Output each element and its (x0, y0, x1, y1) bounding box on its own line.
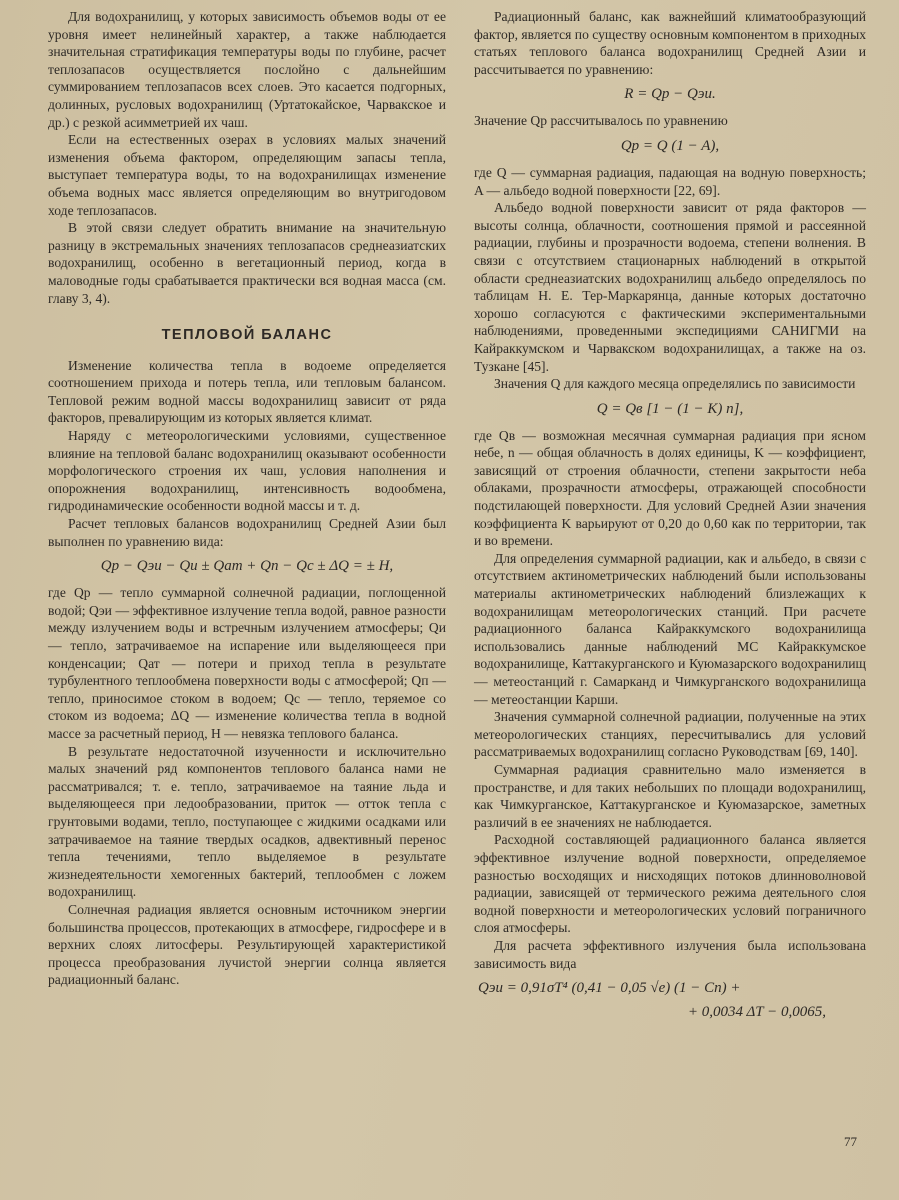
heat-balance-equation: Qр − Qэи − Qи ± Qат + Qп − Qс ± ΔQ = ± H, (100, 558, 394, 575)
paragraph: Если на естественных озерах в условиях малых значений изменения объема фактором, определяющим запасы тепла, выступает температура воды, то на водохранилищах изменение объема водных масс является определяющим во внутригодовом ходе теплозапасов. (48, 132, 446, 218)
total-radiation-equation: Q = Qв [1 − (1 − K) n], (596, 400, 744, 417)
paragraph: Альбедо водной поверхности зависит от ряда факторов — высоты солнца, облачности, соотношения прямой и рассеянной радиации, глубины и прозрачности водоема, степени волнения. В связи с отсутствием стационарных наблюдений в открытой области среднеазиатских водохранилищ альбедо определялось по таблицам Н. Е. Тер-Маркарянца, данные которых достаточно хорошо согласуются с фактическими экспериментальными наблюдениями, проведенными экспедициями САНИГМИ на Кайраккумском и Чарвакском водохранилищах, а также на оз. Тузкане [45]. (474, 200, 866, 374)
paragraph: Изменение количества тепла в водоеме определяется соотношением прихода и потерь тепла, или тепловым балансом. Тепловой режим водной массы водохранилищ зависит от ряда факторов, превалирующим из которых является климат. (48, 357, 446, 426)
page-number: 77 (844, 1134, 857, 1149)
paragraph: Расчет тепловых балансов водохранилищ Средней Азии был выполнен по уравнению вида: (48, 516, 446, 549)
paragraph: Значения суммарной солнечной радиации, полученные на этих метеорологических станциях, пересчитывались для условий рассматриваемых водохранилищ согласно Руководствам [69, 140]. (474, 709, 866, 760)
paragraph: Для определения суммарной радиации, как и альбедо, в связи с отсутствием актинометрических наблюдений были использованы материалы актинометрических наблюдений близлежащих к водохранилищам метеорологических станций. При расчете радиационного баланса Кайраккумского водохранилища использовались данные наблюдений МС Кайраккумское водохранилище, Каттакурганского и Куюмазарского водохранилищ — метеостанций г. Самарканд и Чимкурганского водохранилища — метеостанции Карши. (474, 550, 866, 707)
paragraph: где Q — суммарная радиация, падающая на водную поверхность; A — альбедо водной поверхности [22, 69]. (474, 164, 866, 198)
paragraph: Расходной составляющей радиационного баланса является эффективное излучение водной поверхности, определяемое разностью восходящих и нисходящих потоков длинноволновой радиации, зависящей от термического режима деятельного слоя водной поверхности и метеорологических условий пограничного слоя атмосферы. (474, 832, 866, 936)
paragraph: где Qв — возможная месячная суммарная радиация при ясном небе, n — общая облачность в долях единицы, K — коэффициент, зависящий от строения облачности, степени закрытости неба облаками, прозрачности атмосферы, отражающей способности подстилающей поверхности. Для условий Средней Азии значения коэффициента K варьируют от 0,20 до 0,60 как по территории, так и во времени. (474, 427, 866, 549)
paragraph: Наряду с метеорологическими условиями, существенное влияние на тепловой баланс водохранилищ оказывают особенности морфологического строения их чаш, условия наполнения и опорожнения водохранилищ, интенсивность водообмена, гидродинамические особенности водной массы и т. д. (48, 428, 446, 514)
paragraph: В результате недостаточной изученности и исключительно малых значений ряд компонентов теплового баланса нами не рассматривался; т. е. тепло, затрачиваемое на таяние льда и выделяющееся при ледообразовании, приток — отток тепла с грунтовыми водами, тепло, поступающее с жидкими осадками или затрачиваемое на таяние твердых осадков, адвективный перенос тепла течениями, тепло выделяемое в результате жизнедеятельности хемогенных бактерий, теплообмен с ложем водохранилищ. (48, 743, 446, 900)
paragraph: где Qр — тепло суммарной солнечной радиации, поглощенной водой; Qэи — эффективное излучение тепла водой, равное разности между излучением воды и встречным излучением атмосферы; Qи — тепло, затрачиваемое на испарение или выделяющееся при конденсации; Qат — потери и приход тепла в результате турбулентного теплообмена поверхности воды с атмосферой; Qп — тепло, приносимое стоком в водоем; Qс — тепло, теряемое со стоком из водоема; ΔQ — изменение количества тепла в водной массе за расчетный период, H — невязка теплового баланса. (48, 585, 446, 741)
left-column (48, 8, 446, 989)
absorbed-radiation-equation: Qр = Q (1 − A), (620, 137, 720, 154)
section-heading: ТЕПЛОВОЙ БАЛАНС (161, 327, 333, 344)
paragraph: Солнечная радиация является основным источником энергии большинства процессов, протекающих в атмосфере, гидросфере и в верхних слоях литосферы. Результирующей характеристикой процесса преобразования лучистой энергии солнца является радиационный баланс. (48, 901, 446, 988)
right-column (474, 8, 866, 1030)
radiation-balance-equation: R = Qр − Qэи. (624, 86, 716, 103)
paragraph: Радиационный баланс, как важнейший климатообразующий фактор, является по существу основным компонентом в приходных статьях теплового баланса водохранилищ Средней Азии и рассчитывается по уравнению: (474, 9, 866, 77)
paragraph: Для водохранилищ, у которых зависимость объемов воды от ее уровня имеет нелинейный характер, а также наблюдается значительная стратификация температуры воды по глубине, расчет теплозапасов осуществляется послойно с дальнейшим суммированием теплозапасов всех слоев. Это касается подгорных, долинных, русловых водохранилищ (Уртатокайское, Чарвакское и др.) с резкой асимметрией их чаш. (48, 9, 446, 130)
paragraph: Для расчета эффективного излучения была использована зависимость вида (474, 937, 866, 971)
paragraph: В этой связи следует обратить внимание на значительную разницу в экстремальных значениях теплозапасов среднеазиатских водохранилищ, особенно в вегетационный период, когда в маловодные годы срабатывается практически вся водная масса (см. главу 3, 4). (48, 220, 446, 306)
effective-radiation-equation-line-2: + 0,0034 ΔT − 0,0065, (687, 1004, 826, 1021)
paragraph: Значение Qр рассчитывалось по уравнению (474, 113, 728, 129)
paragraph: Суммарная радиация сравнительно мало изменяется в пространстве, и для таких небольших по площади водохранилищ, как Чимкурганское, Каттакурганское и Куюмазарское, заметных различий в ее значениях не наблюдается. (474, 761, 866, 830)
paragraph: Значения Q для каждого месяца определялись по зависимости (494, 376, 856, 392)
effective-radiation-equation-line-1: Qэи = 0,91σT⁴ (0,41 − 0,05 √e) (1 − Cn) + (478, 980, 741, 997)
